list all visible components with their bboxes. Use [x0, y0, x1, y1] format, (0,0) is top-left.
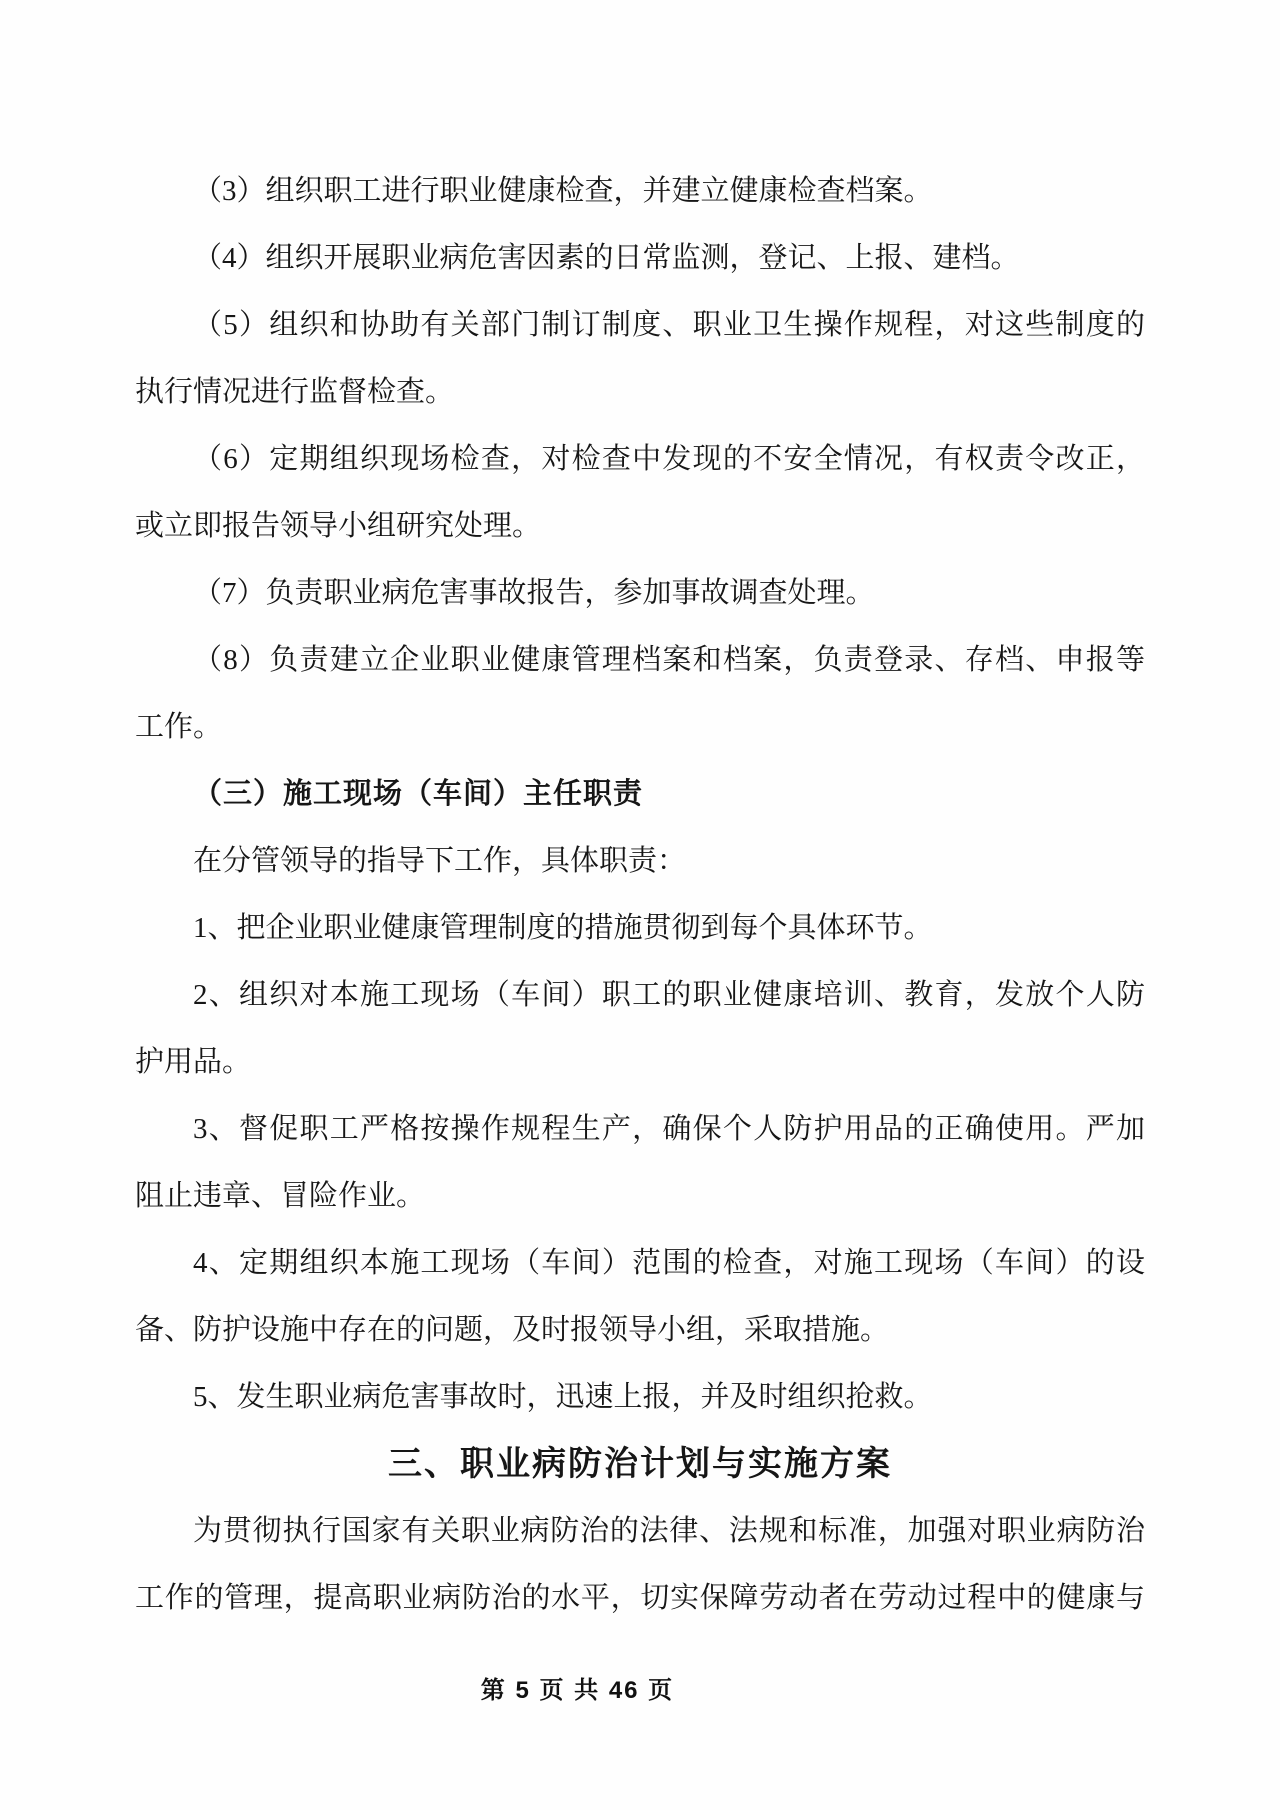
text-line: （8）负责建立企业职业健康管理档案和档案，负责登录、存档、申报等	[193, 644, 1145, 676]
text-line: （3）组织职工进行职业健康检查，并建立健康检查档案。	[193, 175, 933, 207]
text-line: 1、把企业职业健康管理制度的措施贯彻到每个具体环节。	[193, 912, 933, 944]
text-line: 4、定期组织本施工现场（车间）范围的检查，对施工现场（车间）的设	[193, 1247, 1145, 1279]
text-line: 执行情况进行监督检查。	[135, 376, 455, 408]
text-line: （4）组织开展职业病危害因素的日常监测，登记、上报、建档。	[193, 242, 1020, 274]
page-number-footer: 第 5 页 共 46 页	[480, 1677, 675, 1704]
text-line: 备、防护设施中存在的问题，及时报领导小组，采取措施。	[135, 1314, 890, 1346]
text-line: 3、督促职工严格按操作规程生产，确保个人防护用品的正确使用。严加	[193, 1113, 1145, 1145]
document-body	[135, 158, 1145, 1632]
text-line: 5、发生职业病危害事故时，迅速上报，并及时组织抢救。	[193, 1381, 933, 1413]
text-line: 或立即报告领导小组研究处理。	[135, 510, 542, 542]
text-line: 工作的管理，提高职业病防治的水平，切实保障劳动者在劳动过程中的健康与	[135, 1582, 1145, 1614]
text-line: 2、组织对本施工现场（车间）职工的职业健康培训、教育，发放个人防	[193, 979, 1145, 1011]
section-subheading: （三）施工现场（车间）主任职责	[193, 778, 644, 810]
text-line: （6）定期组织现场检查，对检查中发现的不安全情况，有权责令改正，	[193, 443, 1145, 475]
text-line: （7）负责职业病危害事故报告，参加事故调查处理。	[193, 577, 875, 609]
text-line: 护用品。	[135, 1046, 252, 1078]
text-line: （5）组织和协助有关部门制订制度、职业卫生操作规程，对这些制度的	[193, 309, 1145, 341]
text-line: 阻止违章、冒险作业。	[135, 1180, 426, 1212]
text-line: 为贯彻执行国家有关职业病防治的法律、法规和标准，加强对职业病防治	[193, 1515, 1145, 1547]
chapter-heading: 三、职业病防治计划与实施方案	[388, 1445, 892, 1483]
text-line: 工作。	[135, 711, 223, 743]
text-line: 在分管领导的指导下工作，具体职责：	[193, 845, 687, 877]
